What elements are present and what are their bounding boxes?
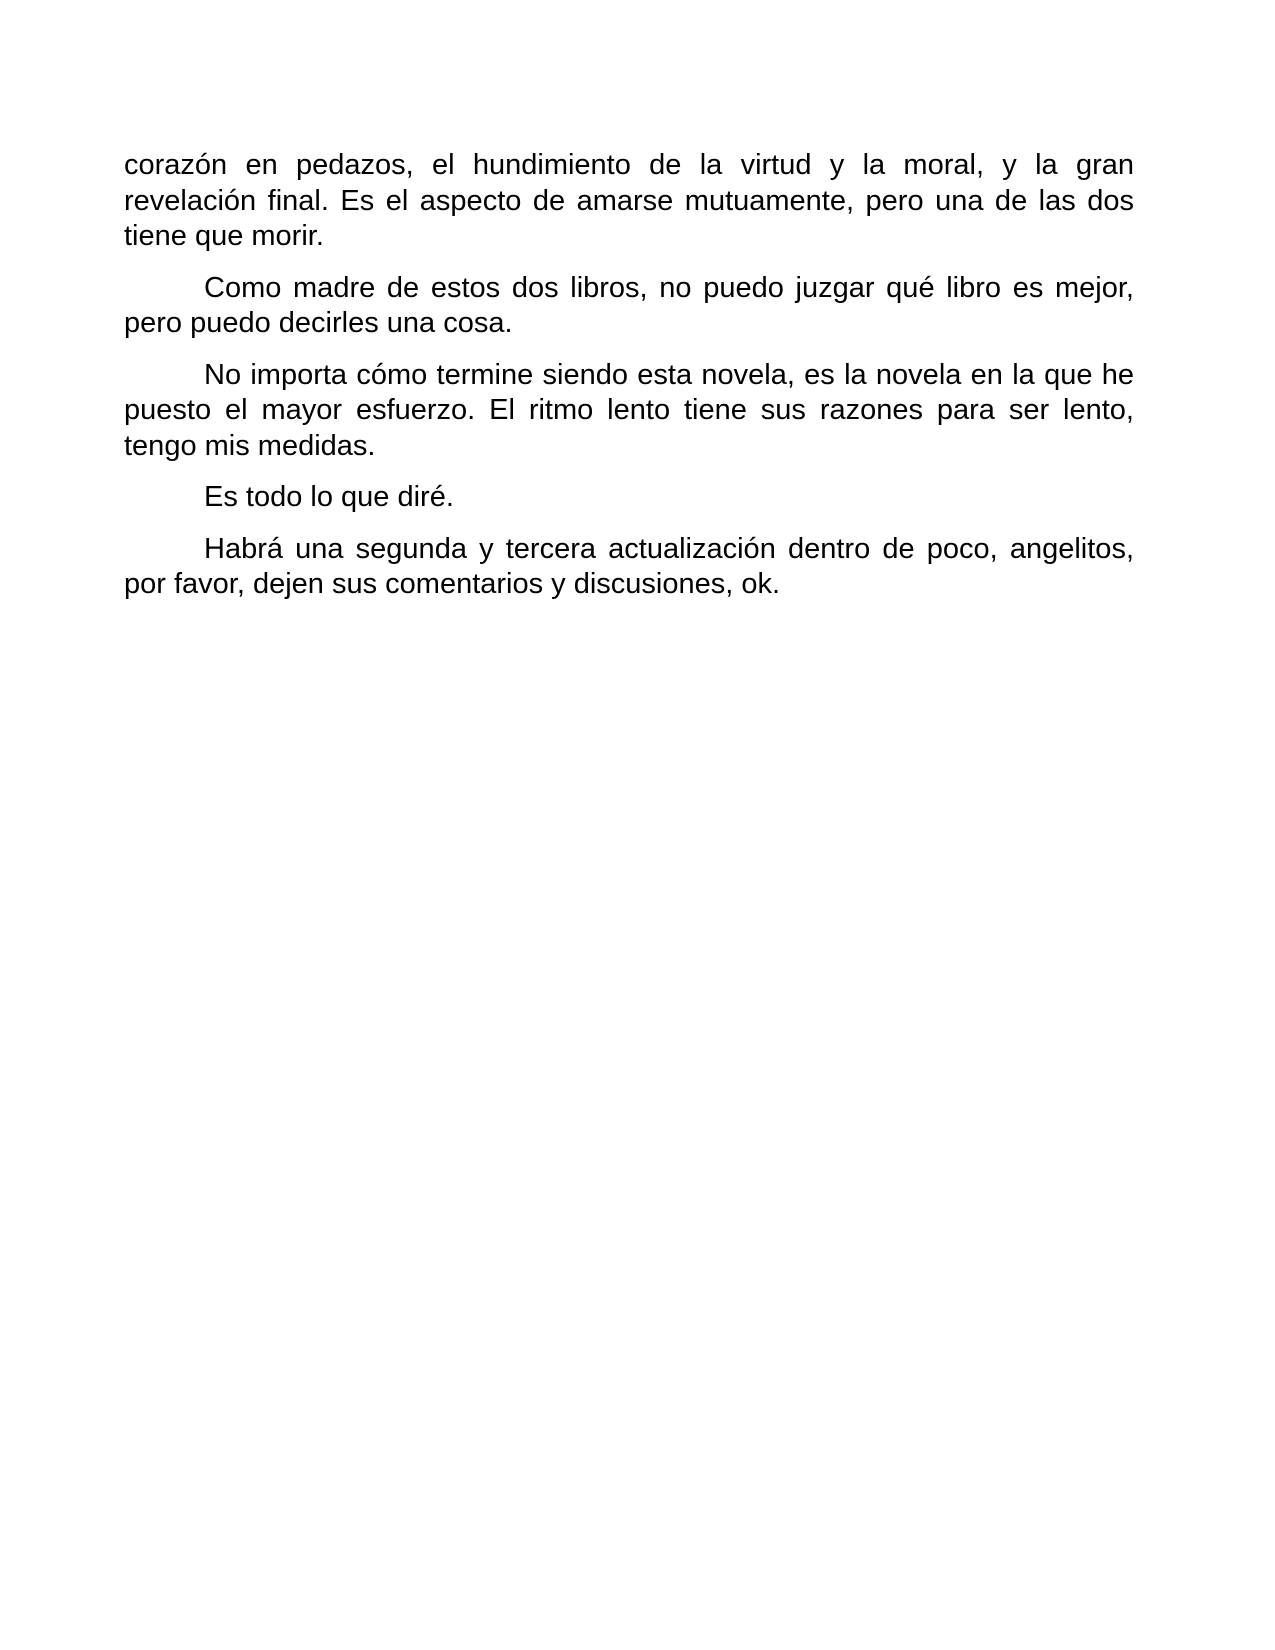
paragraph-continuation: corazón en pedazos, el hundimiento de la virtud y la moral, y la gran revelación final. Es el aspecto de amarse mutuamente, pero una de las dos tiene que morir. xyxy=(124,149,1134,252)
paragraph-that-is-all: Es todo lo que diré. xyxy=(204,481,454,513)
body-text xyxy=(124,148,1134,619)
paragraph-mother-of-books: Como madre de estos dos libros, no puedo juzgar qué libro es mejor, pero puedo decirles una cosa. xyxy=(124,271,1134,339)
paragraph-novel-effort: No importa cómo termine siendo esta novela, es la novela en la que he puesto el mayor esfuerzo. El ritmo lento tiene sus razones para ser lento, tengo mis medidas. xyxy=(124,358,1134,462)
paragraph-next-update: Habrá una segunda y tercera actualización dentro de poco, angelitos, por favor, dejen sus comentarios y discusiones, ok. xyxy=(124,532,1134,600)
